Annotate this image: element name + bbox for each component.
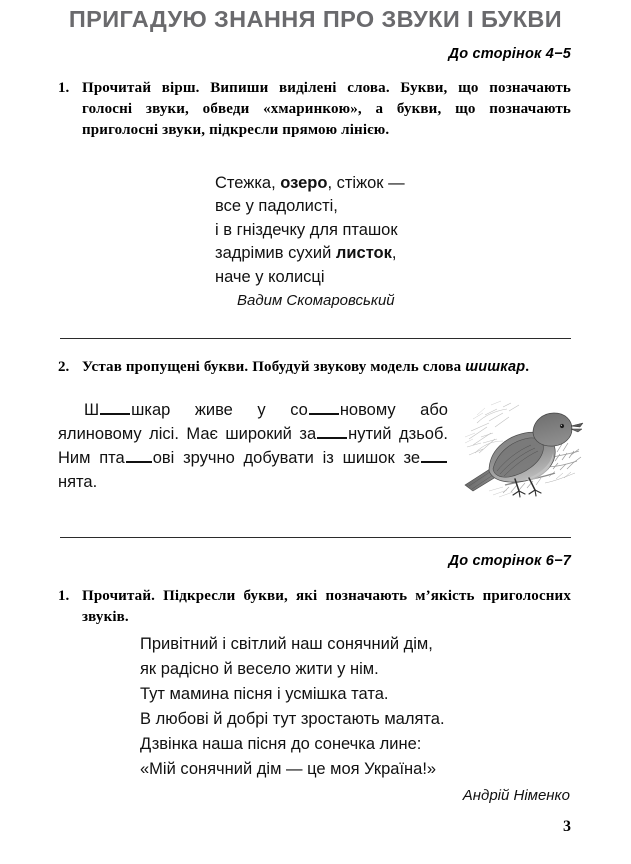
task-1-2-instruction-tail: .	[525, 359, 530, 375]
poem-1-line-1	[215, 172, 555, 195]
page-number: 3	[563, 818, 571, 835]
task-1-2-keyword: шишкар	[465, 359, 526, 375]
poem-1-author: Вадим Скомаровський	[237, 292, 395, 310]
task-1-2-number: 2.	[58, 359, 70, 375]
task-1-1-instruction: Прочитай вірш. Випиши виділені слова. Букви, що позначають голосні звуки, обведи «хмаринкою», а букви, що позначають приголосні звуки, підкресли прямою лінією.	[82, 80, 571, 138]
section-divider-1	[60, 338, 571, 339]
prose-seg-2: шкар живе у со	[131, 401, 308, 419]
task-1-2-instruction	[82, 357, 571, 378]
task-2-1-number: 1.	[58, 588, 70, 604]
task-1-1-header	[58, 78, 571, 141]
poem-2-line-4: В любові й добрі тут зростають малята.	[140, 710, 445, 728]
task-1-2-prose	[58, 398, 448, 494]
prose-seg-5: ові зручно добувати із шишок зе	[152, 449, 420, 467]
fill-blank-2[interactable]	[309, 400, 339, 415]
task-1-2	[58, 357, 571, 378]
section-reference-1: До сторінок 4−5	[448, 46, 571, 62]
poem-1-line-3-before: і в гніздечку для пташок	[215, 220, 398, 239]
task-1-1-number: 1.	[58, 80, 70, 96]
prose-seg-4: нутий дзьоб. Ним пта	[58, 425, 448, 467]
prose-seg-6: нята.	[58, 473, 98, 491]
poem-2	[140, 632, 570, 807]
prose-seg-1: Ш	[84, 401, 100, 419]
poem-2-line-2: як радісно й весело жити у нім.	[140, 660, 379, 678]
poem-1-line-1-bold: озеро	[280, 174, 328, 192]
poem-1-line-2	[215, 195, 555, 218]
poem-1-line-4-bold: листок	[335, 244, 392, 263]
section-reference-2: До сторінок 6−7	[448, 553, 571, 569]
poem-1-line-5-before: наче у колисці	[215, 267, 325, 286]
poem-1-line-1-before: Стежка,	[215, 174, 281, 192]
fill-blank-3[interactable]	[317, 424, 347, 439]
poem-1-line-5	[215, 266, 555, 289]
poem-2-line-3: Тут мамина пісня і усмішка тата.	[140, 685, 389, 703]
prose-seg-3: новому або ялиновому лісі. Має широкий за	[58, 401, 448, 443]
poem-1-line-2-before: все у падолисті,	[215, 197, 338, 216]
section-divider-2	[60, 537, 571, 538]
page-title: ПРИГАДУЮ ЗНАННЯ ПРО ЗВУКИ І БУКВИ	[68, 6, 563, 32]
bird-crossbill-illustration	[459, 393, 585, 500]
task-1-2-instruction-main: Устав пропущені букви. Побудуй звукову модель слова	[82, 359, 462, 375]
task-1-1	[58, 78, 571, 141]
poem-1-line-4-before: задрімив сухий	[215, 244, 336, 263]
poem-2-line-5: Дзвінка наша пісня до сонечка лине:	[140, 735, 422, 753]
fill-blank-1[interactable]	[100, 400, 130, 415]
poem-1-line-1-after: , стіжок —	[327, 174, 405, 192]
poem-2-author: Андрій Німенко	[462, 787, 570, 804]
task-2-1-header	[58, 586, 571, 628]
task-2-1-instruction: Прочитай. Підкресли букви, які позначають м’якість приголосних звуків.	[82, 588, 571, 625]
poem-2-line-6: «Мій сонячний дім — це моя Україна!»	[140, 760, 437, 778]
task-1-2-header	[58, 357, 571, 378]
poem-1-line-4-after: ,	[391, 244, 397, 263]
fill-blank-4[interactable]	[126, 448, 152, 463]
fill-blank-5[interactable]	[421, 448, 447, 463]
poem-1-line-4	[215, 242, 555, 265]
task-2-1	[58, 586, 571, 628]
poem-1	[215, 172, 555, 312]
poem-1-line-3	[215, 219, 555, 242]
poem-2-line-1: Привітний і світлий наш сонячний дім,	[140, 635, 433, 653]
